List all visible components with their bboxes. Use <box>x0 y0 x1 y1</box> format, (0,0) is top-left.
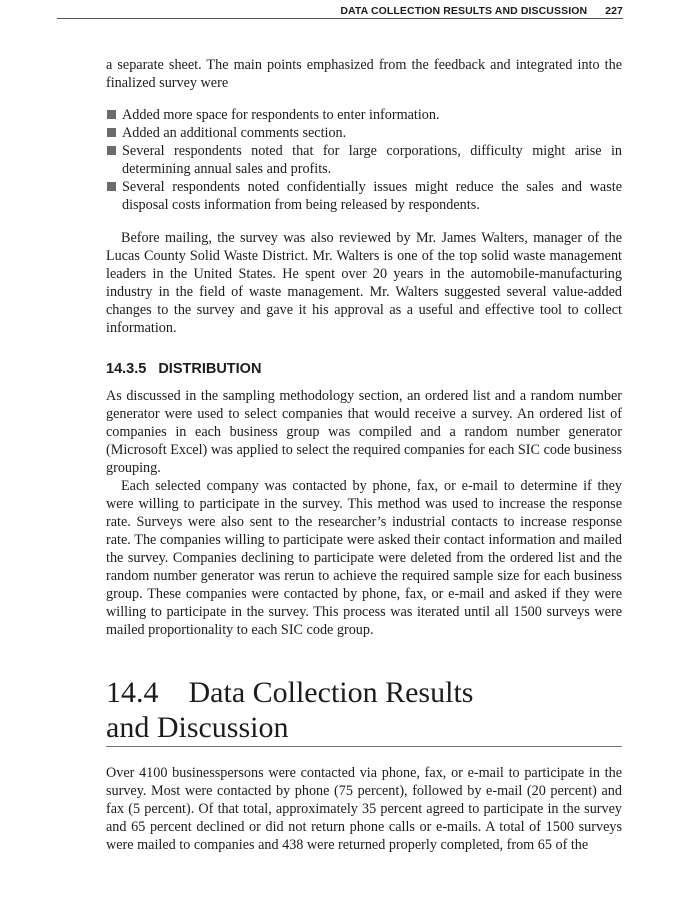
distribution-paragraph: As discussed in the sampling methodology section, an ordered list and a random number generator were used to select companies that would receive a survey. An ordered list of companies in each business group was compiled and a random number generator (Microsoft Excel) was applied to select the required companies for each SIC code business grouping. <box>106 388 622 476</box>
section-title-line1: Data Collection Results <box>188 676 474 709</box>
page-body <box>106 56 622 854</box>
running-head-title: DATA COLLECTION RESULTS AND DISCUSSION <box>340 5 588 17</box>
square-bullet-icon <box>107 128 116 137</box>
intro-paragraph: a separate sheet. The main points emphasized from the feedback and integrated into the finalized survey were <box>106 57 622 91</box>
subsection-number: 14.3.5 <box>106 361 147 377</box>
subsection-heading <box>106 360 622 378</box>
results-paragraph: Over 4100 businesspersons were contacted via phone, fax, or e-mail to participate in the survey. Most were contacted by phone (75 percent), followed by e-mail (20 percent) and fax (5 percent). Of that total, approximately 35 percent agreed to participate in the survey and 65 percent declined or did not return phone calls or e-mails. A total of 1500 surveys were mailed to companies and 438 were returned properly completed, from 65 of the <box>106 765 622 853</box>
bullet-text: Added more space for respondents to enter information. <box>122 107 440 123</box>
section-number: 14.4 <box>106 676 159 709</box>
bullet-item <box>106 142 622 178</box>
section-heading <box>106 675 622 747</box>
bullet-item <box>106 124 622 142</box>
bullet-item <box>106 178 622 214</box>
subsection-title: DISTRIBUTION <box>158 361 262 377</box>
distribution-paragraph: Each selected company was contacted by phone, fax, or e-mail to determine if they were willing to participate in the survey. This method was used to increase the response rate. Surveys were also sent to the researcher’s industrial contacts to increase response rate. The companies willing to participate were asked their contact information and mailed the survey. Companies declining to participate were deleted from the ordered list and the random number generator was rerun to achieve the required sample size for each business group. These companies were contacted by phone, fax, or e-mail and asked if they were willing to participate in the survey. This process was iterated until all 1500 surveys were mailed proportionality to each SIC code group. <box>106 478 622 638</box>
bullet-text: Several respondents noted that for large corporations, difficulty might arise in determining annual sales and profits. <box>122 143 622 177</box>
bullet-text: Several respondents noted confidentially issues might reduce the sales and waste disposal costs information from being released by respondents. <box>122 179 622 213</box>
square-bullet-icon <box>107 110 116 119</box>
running-head <box>57 4 623 19</box>
bullet-text: Added an additional comments section. <box>122 125 347 141</box>
bullet-list <box>106 106 622 214</box>
page-number: 227 <box>605 5 623 17</box>
square-bullet-icon <box>107 146 116 155</box>
review-paragraph: Before mailing, the survey was also reviewed by Mr. James Walters, manager of the Lucas County Solid Waste District. Mr. Walters is one of the top solid waste management leaders in the United States. He spent over 20 years in the automobile-manufacturing industry in the field of waste management. Mr. Walters suggested several value-added changes to the survey and gave it his approval as a useful and effective tool to collect information. <box>106 230 622 336</box>
section-title-line2: and Discussion <box>106 711 289 744</box>
square-bullet-icon <box>107 182 116 191</box>
bullet-item <box>106 106 622 124</box>
